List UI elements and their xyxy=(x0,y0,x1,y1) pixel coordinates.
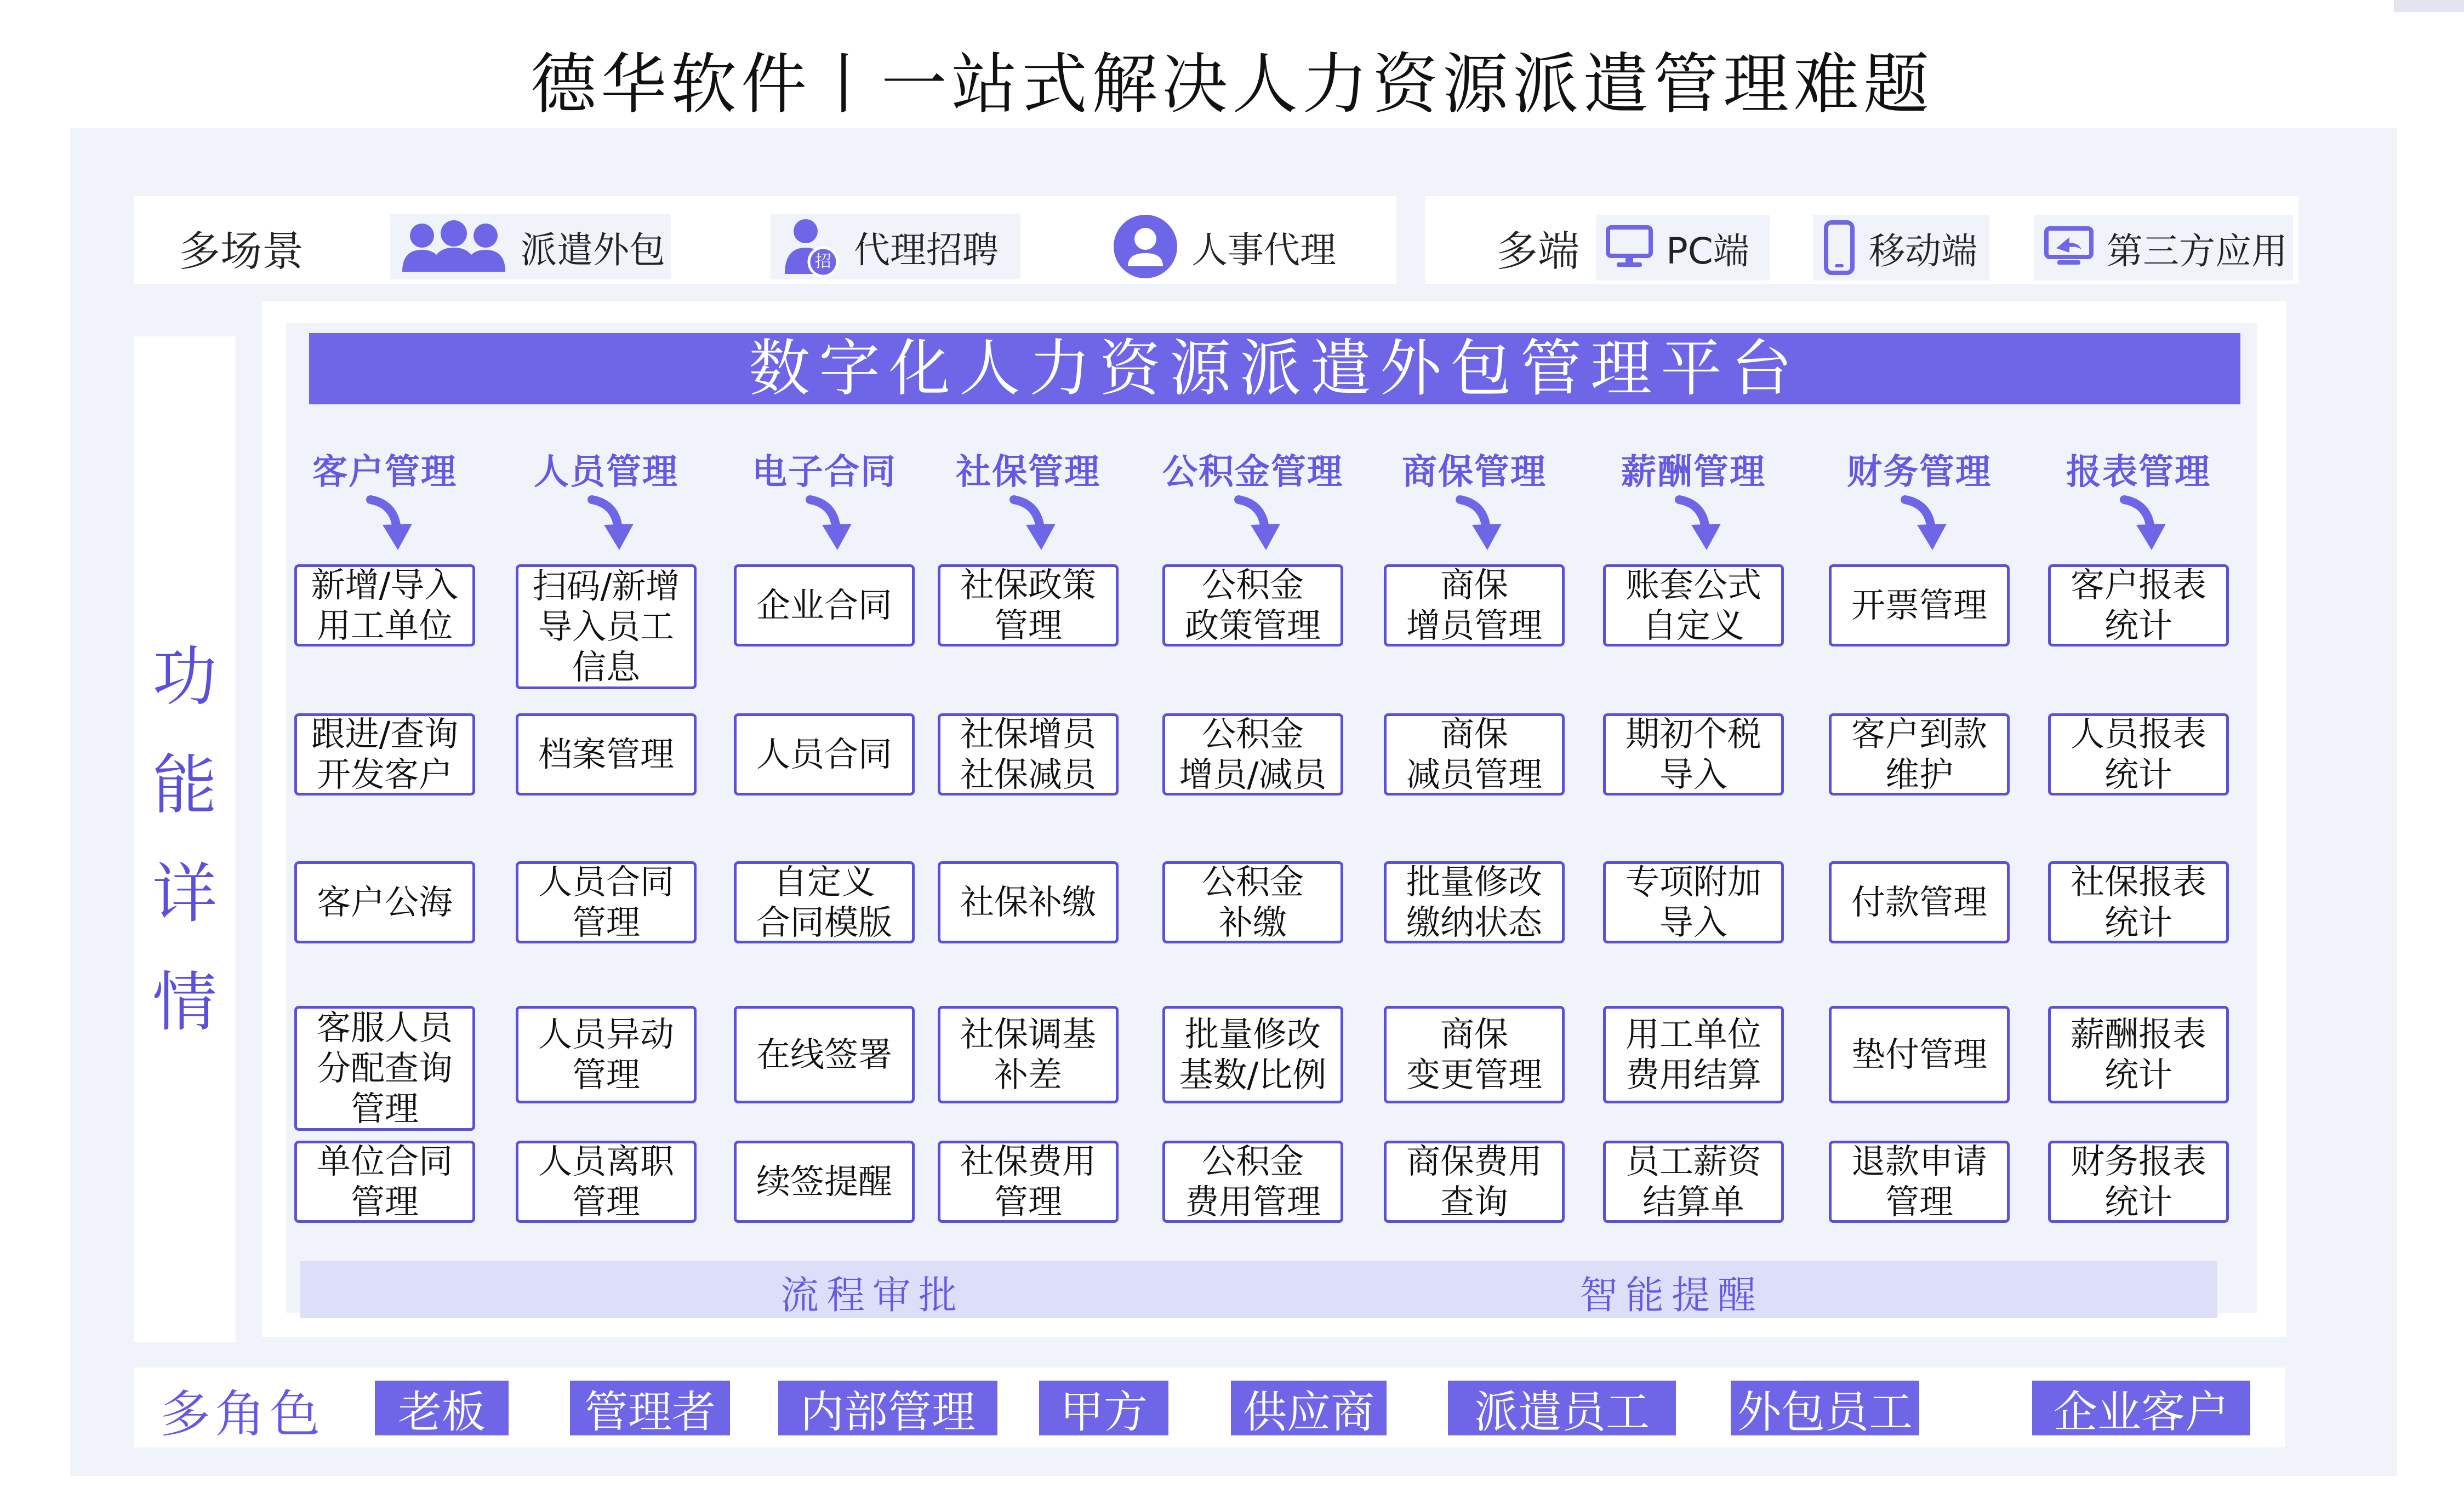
feature-box: 账套公式 自定义 xyxy=(1603,564,1784,646)
feature-box: 社保调基 补差 xyxy=(938,1006,1119,1103)
feature-box: 人员合同 管理 xyxy=(516,861,697,943)
feature-box: 公积金 补缴 xyxy=(1162,861,1343,943)
monitor-share-icon xyxy=(2044,224,2094,271)
endpoint-chip-mobile xyxy=(1813,215,1989,281)
feature-box: 垫付管理 xyxy=(1829,1006,2010,1103)
workflow-approval-label: 流程审批 xyxy=(780,1273,965,1318)
recruit-badge-text: 招 xyxy=(815,252,831,271)
feature-box: 批量修改 基数/比例 xyxy=(1162,1006,1343,1103)
feature-box: 人员报表 统计 xyxy=(2048,713,2229,796)
feature-box: 期初个税 导入 xyxy=(1603,713,1784,796)
feature-box: 商保 增员管理 xyxy=(1384,564,1565,646)
endpoint-label: PC端 xyxy=(1666,230,1749,272)
curved-arrow-icon xyxy=(1897,493,1958,553)
role-tag: 外包员工 xyxy=(1731,1381,1919,1435)
feature-box: 企业合同 xyxy=(734,564,915,646)
feature-box: 社保报表 统计 xyxy=(2048,861,2229,943)
feature-box: 人员异动 管理 xyxy=(516,1006,697,1103)
feature-box: 付款管理 xyxy=(1829,861,2010,943)
curved-arrow-icon xyxy=(1006,493,1066,553)
roles-label: 多角色 xyxy=(160,1385,325,1444)
feature-box: 专项附加 导入 xyxy=(1603,861,1784,943)
smart-reminder-label: 智能提醒 xyxy=(1579,1273,1764,1318)
module-title: 电子合同 xyxy=(752,452,897,493)
feature-box: 客服人员 分配查询 管理 xyxy=(294,1006,475,1131)
feature-box: 用工单位 费用结算 xyxy=(1603,1006,1784,1103)
feature-box: 续签提醒 xyxy=(734,1141,915,1223)
curved-arrow-icon xyxy=(1452,493,1513,553)
feature-box: 公积金 政策管理 xyxy=(1162,564,1343,646)
platform-title: 数字化人力资源派遣外包管理平台 xyxy=(309,333,2240,404)
scene-label: 代理招聘 xyxy=(854,228,999,271)
role-tag: 内部管理 xyxy=(778,1381,997,1435)
feature-box: 客户到款 维护 xyxy=(1829,713,2010,796)
feature-box: 新增/导入 用工单位 xyxy=(294,564,475,646)
module-title: 社保管理 xyxy=(956,452,1100,493)
function-details-label: 功能详情 xyxy=(152,639,217,1040)
curved-arrow-icon xyxy=(584,493,644,553)
endpoints-label: 多端 xyxy=(1496,227,1579,276)
module-title: 客户管理 xyxy=(312,452,457,493)
feature-box: 公积金 费用管理 xyxy=(1162,1141,1343,1223)
feature-box: 扫码/新增 导入员工 信息 xyxy=(516,564,697,689)
scenes-label: 多场景 xyxy=(179,227,304,276)
feature-box: 公积金 增员/减员 xyxy=(1162,713,1343,796)
endpoint-label: 移动端 xyxy=(1869,230,1977,272)
feature-box: 开票管理 xyxy=(1829,564,2010,646)
feature-box: 员工薪资 结算单 xyxy=(1603,1141,1784,1223)
mobile-icon xyxy=(1823,220,1856,275)
feature-box: 人员合同 xyxy=(734,713,915,796)
feature-box: 跟进/查询 开发客户 xyxy=(294,713,475,796)
feature-box: 档案管理 xyxy=(516,713,697,796)
feature-box: 社保补缴 xyxy=(938,861,1119,943)
role-tag: 老板 xyxy=(375,1381,509,1435)
feature-box: 社保增员 社保减员 xyxy=(938,713,1119,796)
module-title: 公积金管理 xyxy=(1162,452,1343,493)
feature-box: 退款申请 管理 xyxy=(1829,1141,2010,1223)
endpoint-label: 第三方应用 xyxy=(2107,230,2288,272)
endpoint-chip-third-party xyxy=(2034,215,2293,281)
module-title: 薪酬管理 xyxy=(1621,452,1766,493)
feature-box: 单位合同 管理 xyxy=(294,1141,475,1223)
feature-box: 客户公海 xyxy=(294,861,475,943)
feature-box: 商保 减员管理 xyxy=(1384,713,1565,796)
scene-chip-hr-agency xyxy=(1103,214,1372,279)
curved-arrow-icon xyxy=(1231,493,1291,553)
feature-box: 商保 变更管理 xyxy=(1384,1006,1565,1103)
group-icon xyxy=(400,219,507,274)
function-details-column xyxy=(134,336,236,1342)
module-title: 人员管理 xyxy=(534,452,678,493)
module-title: 财务管理 xyxy=(1847,452,1992,493)
scrollbar-thumb[interactable] xyxy=(2394,0,2464,12)
scene-label: 派遣外包 xyxy=(521,228,665,271)
feature-box: 薪酬报表 统计 xyxy=(2048,1006,2229,1103)
endpoint-chip-pc xyxy=(1596,215,1770,281)
module-title: 商保管理 xyxy=(1402,452,1547,493)
page-title: 德华软件丨一站式解决人力资源派遣管理难题 xyxy=(531,47,1933,123)
feature-box: 财务报表 统计 xyxy=(2048,1141,2229,1223)
monitor-icon xyxy=(1606,224,1653,271)
role-tag: 企业客户 xyxy=(2032,1381,2250,1435)
role-tag: 供应商 xyxy=(1231,1381,1387,1435)
feature-box: 社保费用 管理 xyxy=(938,1141,1119,1223)
scene-chip-dispatch xyxy=(390,214,671,279)
feature-box: 人员离职 管理 xyxy=(516,1141,697,1223)
curved-arrow-icon xyxy=(2117,493,2177,553)
module-title: 报表管理 xyxy=(2066,452,2211,493)
feature-box: 批量修改 缴纳状态 xyxy=(1384,861,1565,943)
scene-label: 人事代理 xyxy=(1191,228,1336,271)
scene-chip-recruit xyxy=(771,214,1020,279)
feature-box: 社保政策 管理 xyxy=(938,564,1119,646)
footer-bar xyxy=(300,1261,2217,1318)
feature-box: 在线签署 xyxy=(734,1006,915,1103)
feature-box: 客户报表 统计 xyxy=(2048,564,2229,646)
curved-arrow-icon xyxy=(802,493,863,553)
recruit-icon xyxy=(780,214,841,279)
role-tag: 管理者 xyxy=(570,1381,730,1435)
curved-arrow-icon xyxy=(363,493,423,553)
feature-box: 自定义 合同模版 xyxy=(734,861,915,943)
curved-arrow-icon xyxy=(1672,493,1732,553)
role-tag: 派遣员工 xyxy=(1448,1381,1676,1435)
user-circle-icon xyxy=(1113,214,1178,279)
feature-box: 商保费用 查询 xyxy=(1384,1141,1565,1223)
role-tag: 甲方 xyxy=(1039,1381,1168,1435)
